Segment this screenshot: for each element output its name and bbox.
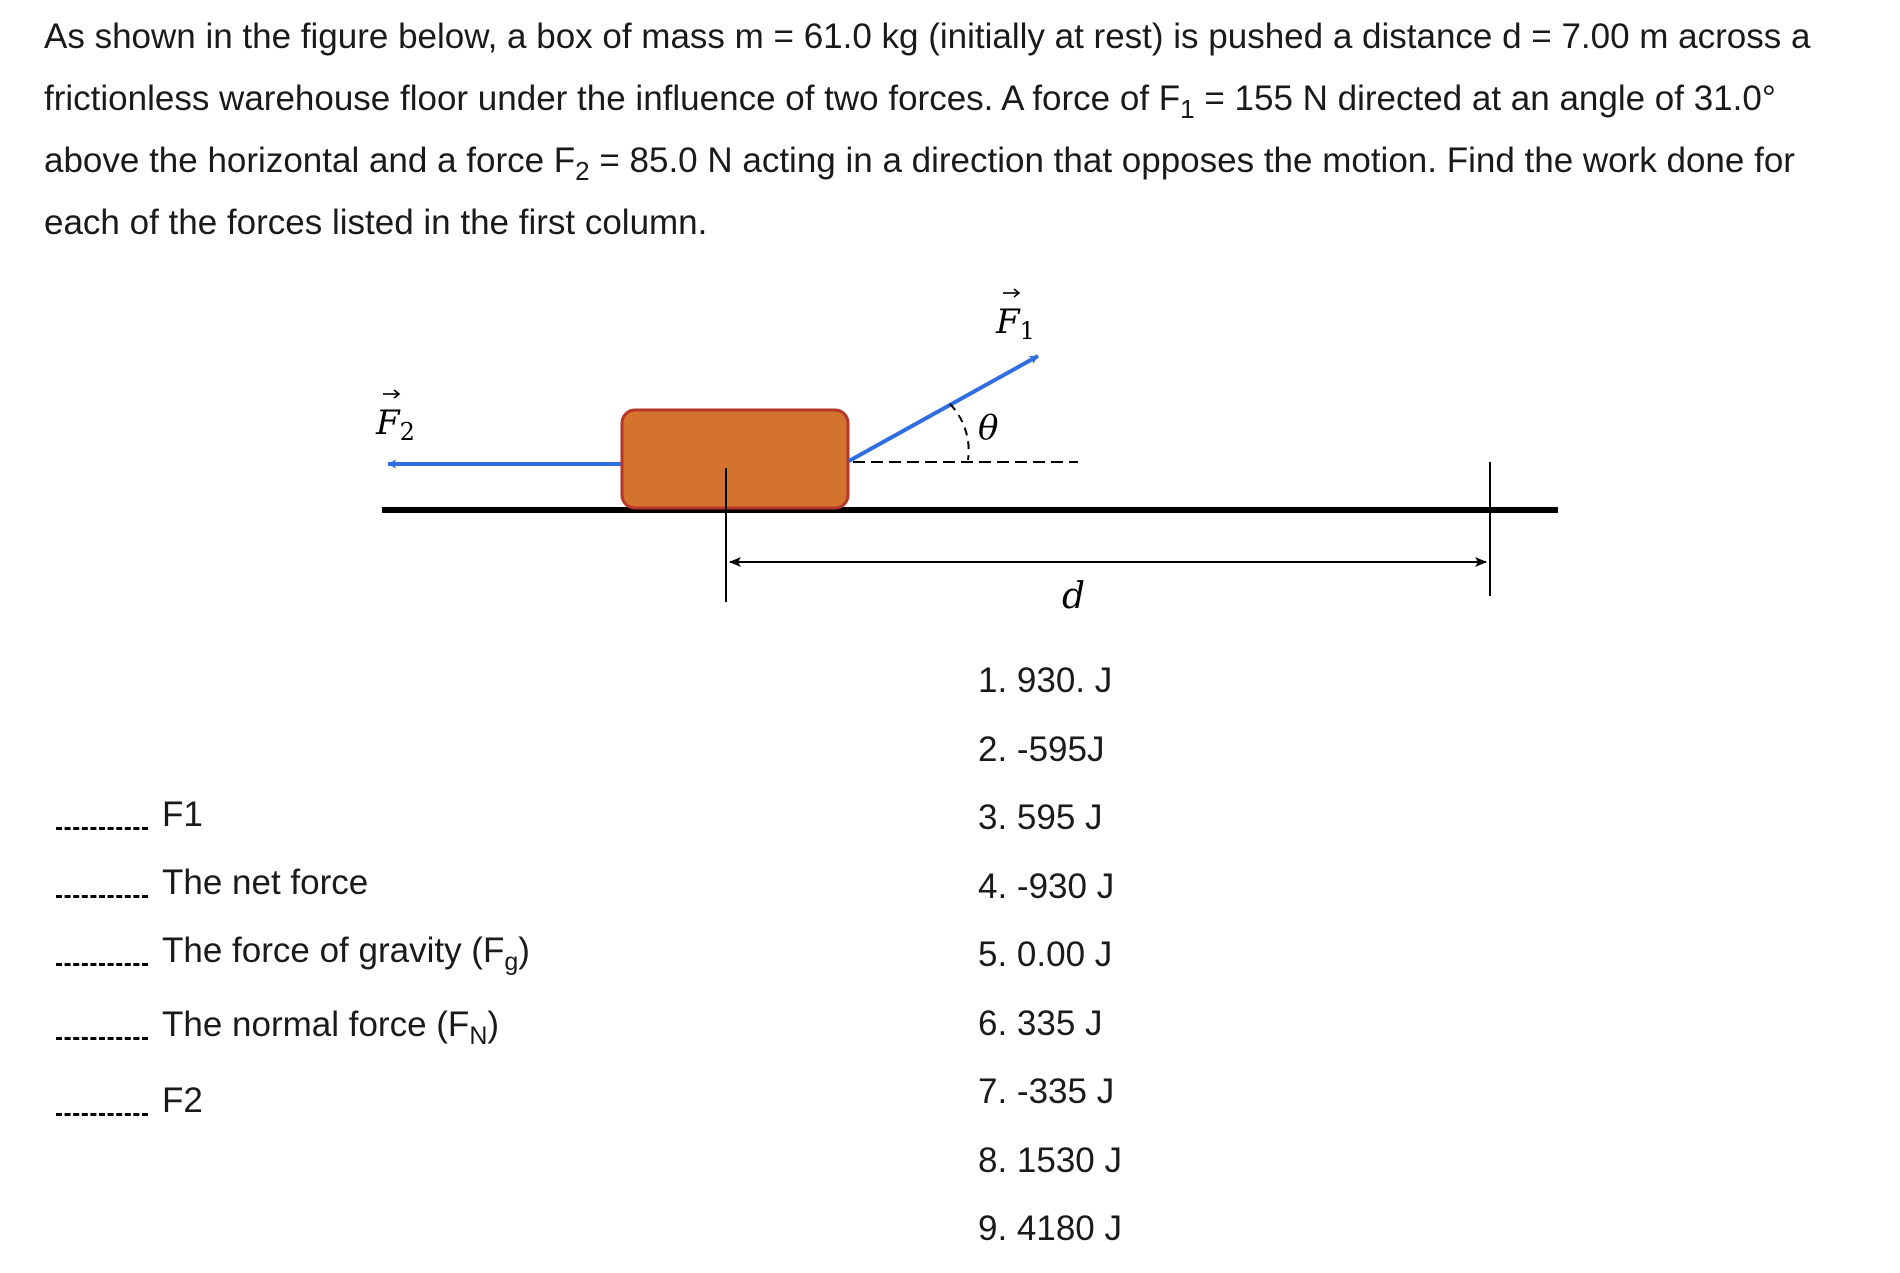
answer-choice: 4. -930 J (978, 866, 1115, 906)
theta-angle-arc (950, 404, 969, 460)
match-item-label: F2 (162, 1081, 203, 1120)
f1-subscript: 1 (1180, 94, 1195, 124)
answer-choice: 6. 335 J (978, 1003, 1103, 1043)
answer-blank-net-force[interactable] (56, 895, 148, 898)
label-main-text: The force of gravity (F (162, 931, 505, 970)
f1-arrow (849, 356, 1038, 461)
label-subscript: g (504, 948, 519, 976)
answer-choice: 7. -335 J (978, 1072, 1115, 1111)
match-item-label: F1 (162, 795, 203, 834)
answer-choice: 2. -595J (978, 729, 1105, 769)
label-main-text: The normal force (F (162, 1005, 470, 1044)
answer-blank-f1[interactable] (56, 827, 148, 830)
box (622, 410, 848, 508)
problem-text-part2: = 155 N directed at an angle of 31.0° above the horizontal and a force F (44, 79, 1776, 180)
answer-choice: 9. 4180 J (978, 1209, 1122, 1248)
match-row-net-force (56, 854, 368, 904)
match-row-f1 (56, 786, 203, 836)
match-row-gravity (56, 922, 530, 976)
answer-choices-list (978, 656, 1122, 1273)
match-item-label (162, 1004, 500, 1050)
label-end-text: ) (518, 931, 530, 970)
label-subscript: N (469, 1022, 488, 1050)
match-item-label (162, 930, 530, 976)
f2-subscript: 2 (575, 156, 590, 186)
match-item-label: The net force (162, 863, 369, 902)
match-row-f2 (56, 1072, 203, 1122)
answer-choice: 1. 930. J (978, 661, 1113, 700)
problem-text-part3: = 85.0 N acting in a direction that opposes the motion. Find the work done for each of the forces listed in the first column. (44, 141, 1795, 242)
answer-blank-normal-force[interactable] (56, 1037, 148, 1040)
answer-choice: 5. 0.00 J (978, 935, 1113, 974)
f1-vector-label: F1 (996, 302, 1035, 345)
theta-label: θ (978, 408, 999, 448)
answer-blank-f2[interactable] (56, 1113, 148, 1116)
answer-blank-gravity[interactable] (56, 963, 148, 966)
problem-text-part1: As shown in the figure below, a box of mass m = 61.0 kg (initially at rest) is pushed a distance d = 7.00 m across a frictionless warehouse floor under the influence of two forces. A force of F (44, 17, 1811, 118)
answer-choice: 3. 595 J (978, 798, 1103, 837)
distance-label: d (1062, 576, 1086, 617)
f2-vector-label: F2 (376, 403, 415, 446)
answer-choice: 8. 1530 J (978, 1140, 1122, 1180)
match-row-normal-force (56, 996, 500, 1050)
label-end-text: ) (487, 1005, 500, 1044)
